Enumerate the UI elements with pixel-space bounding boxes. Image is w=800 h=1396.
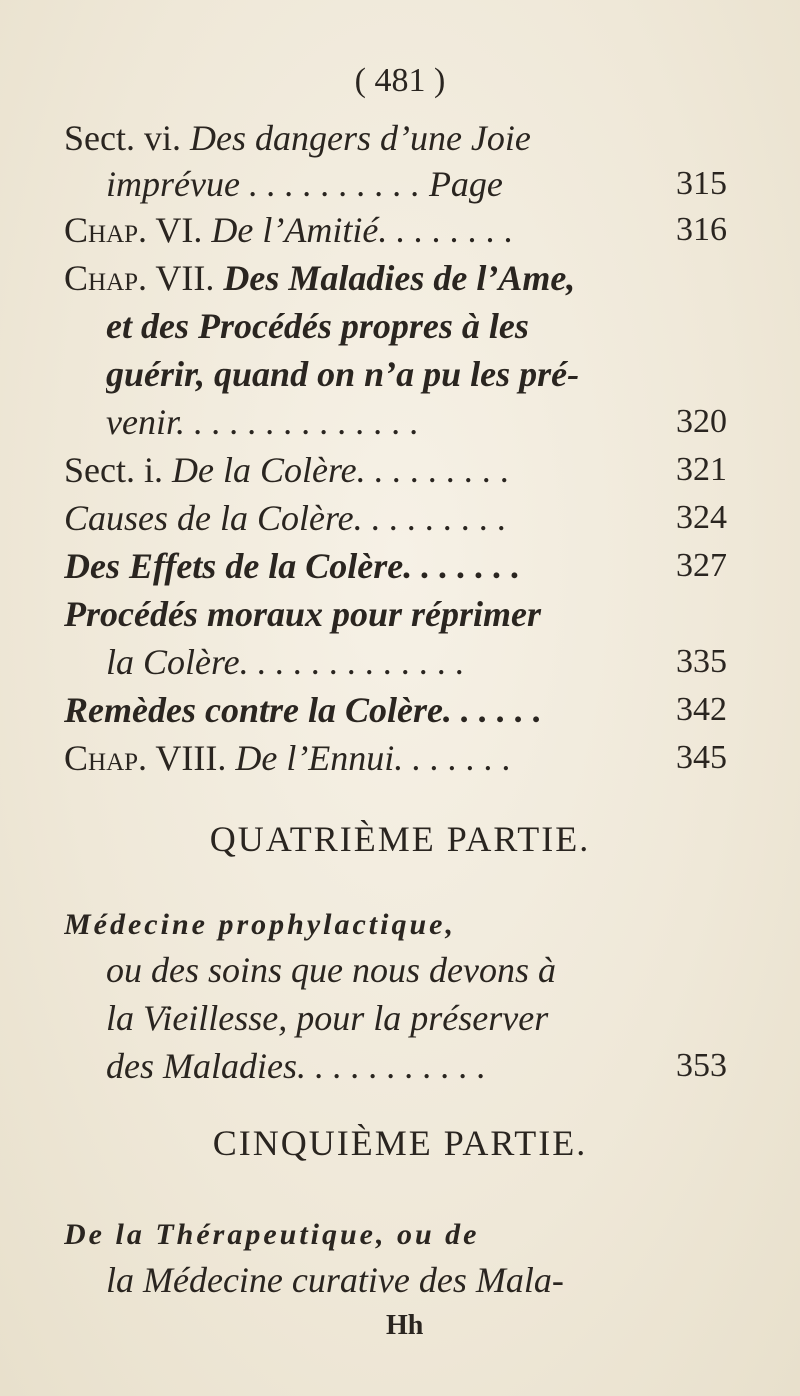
toc-page-number: 315 xyxy=(676,165,727,202)
toc-line xyxy=(64,688,674,732)
part-line xyxy=(106,1044,674,1088)
toc-page-number: 316 xyxy=(676,211,727,248)
toc-page-number: 335 xyxy=(676,643,727,680)
toc-title: et des Procédés propres à les xyxy=(106,306,529,346)
part-line xyxy=(64,900,674,947)
toc-line xyxy=(64,544,674,588)
toc-line xyxy=(106,162,674,206)
toc-line xyxy=(64,496,674,540)
toc-title: guérir, quand on n’a pu les pré- xyxy=(106,354,580,394)
toc-label: Sect. vi. xyxy=(64,118,190,158)
toc-line xyxy=(106,352,674,396)
toc-title: De la Colère. . . . . . . . . xyxy=(171,450,510,490)
part-text: la Médecine curative des Mala- xyxy=(106,1260,564,1300)
toc-line xyxy=(64,448,674,492)
toc-page-number: 327 xyxy=(676,547,727,584)
toc-title: Des Maladies de l’Ame, xyxy=(223,258,576,298)
part-line xyxy=(106,1258,674,1302)
toc-title: venir. . . . . . . . . . . . . . xyxy=(106,402,419,442)
toc-page-number: 342 xyxy=(676,691,727,728)
toc-page-number: 324 xyxy=(676,499,727,536)
toc-page-number: 321 xyxy=(676,451,727,488)
part-line xyxy=(106,996,674,1040)
part-line xyxy=(106,948,674,992)
toc-line xyxy=(106,640,674,684)
page-number: ( 481 ) xyxy=(354,62,446,99)
toc-line xyxy=(64,116,674,160)
toc-line xyxy=(64,208,674,252)
toc-line xyxy=(64,256,674,300)
toc-title: imprévue . . . . . . . . . . Page xyxy=(106,164,503,204)
part-text: ou des soins que nous devons à xyxy=(106,950,556,990)
toc-page-number: 320 xyxy=(676,403,727,440)
signature-mark: Hh xyxy=(386,1310,424,1341)
toc-title: la Colère. . . . . . . . . . . . . xyxy=(106,642,465,682)
part-title: De la Thérapeutique, ou de xyxy=(64,1218,480,1251)
toc-label: Chap. VIII. xyxy=(64,738,236,778)
toc-title: De l’Amitié. . . . . . . . xyxy=(211,210,514,250)
toc-title: Causes de la Colère. . . . . . . . . xyxy=(64,498,507,538)
part-heading: QUATRIÈME PARTIE. xyxy=(209,819,591,859)
part-text: la Vieillesse, pour la préserver xyxy=(106,998,549,1038)
toc-title: Des dangers d’une Joie xyxy=(189,118,531,158)
part-heading: CINQUIÈME PARTIE. xyxy=(212,1123,588,1163)
toc-title: Procédés moraux pour réprimer xyxy=(64,594,541,634)
toc-line xyxy=(106,400,674,444)
toc-title: De l’Ennui. . . . . . . xyxy=(235,738,512,778)
toc-title: Remèdes contre la Colère. . . . . . xyxy=(64,690,542,730)
toc-page-number: 353 xyxy=(676,1047,727,1084)
part-title: Médecine prophylactique, xyxy=(64,908,456,941)
part-line xyxy=(64,1210,674,1257)
toc-line xyxy=(106,304,674,348)
toc-label: Chap. VII. xyxy=(64,258,224,298)
toc-label: Sect. i. xyxy=(64,450,172,490)
toc-page-number: 345 xyxy=(676,739,727,776)
part-text: des Maladies. . . . . . . . . . . xyxy=(106,1046,486,1086)
toc-title: Des Effets de la Colère. . . . . . . xyxy=(64,546,521,586)
toc-line xyxy=(64,592,674,636)
toc-label: Chap. VI. xyxy=(64,210,212,250)
toc-line xyxy=(64,736,674,780)
